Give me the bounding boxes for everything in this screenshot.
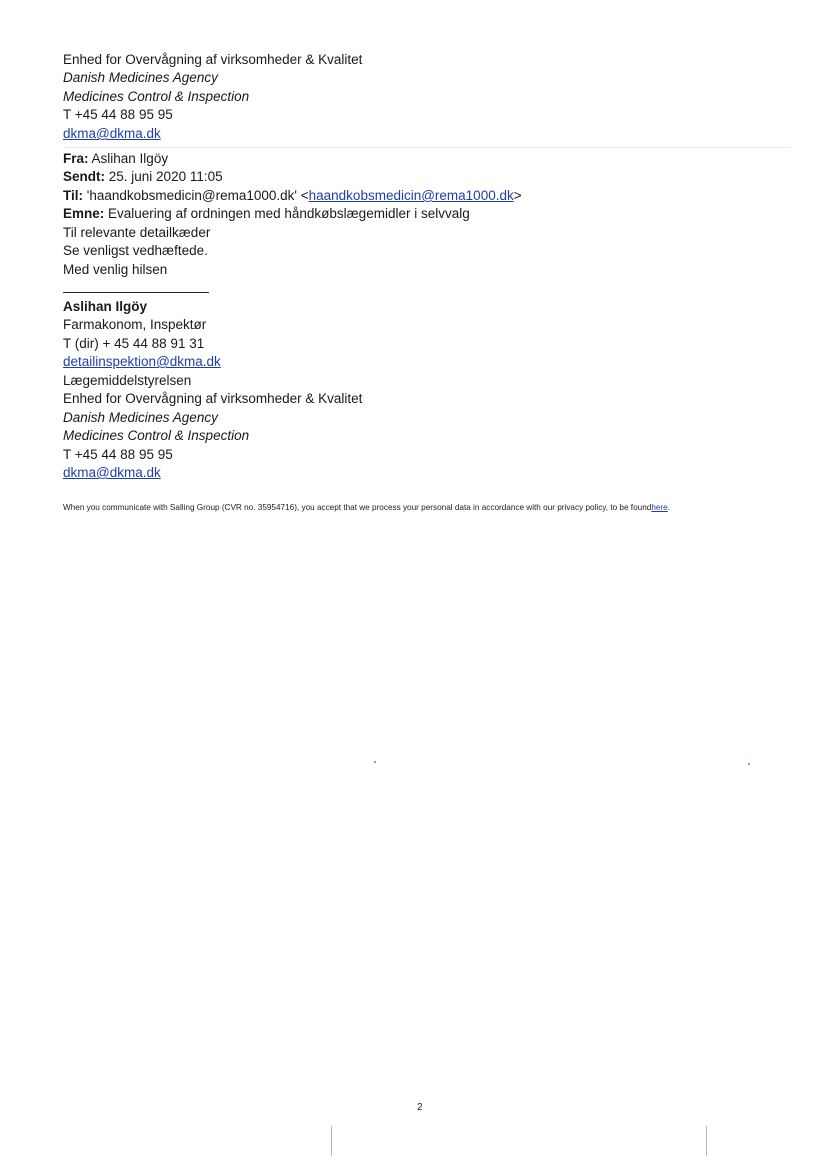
to-row (63, 187, 522, 205)
body-line-3: Med venlig hilsen (63, 262, 168, 277)
from-row (63, 150, 168, 168)
signature-email-link[interactable]: detailinspektion@dkma.dk (63, 354, 221, 369)
scan-artifact-line (706, 1126, 707, 1156)
signature-unit: Enhed for Overvågning af virksomheder & Kvalitet (63, 391, 363, 406)
signature-main-phone: T +45 44 88 95 95 (63, 447, 173, 462)
subject-value: Evaluering af ordningen med håndkøbslægemidler i selvvalg (108, 206, 470, 221)
subject-label: Emne: (63, 206, 105, 221)
body-line-1: Til relevante detailkæder (63, 225, 211, 240)
page-number: 2 (417, 1102, 423, 1113)
privacy-notice (63, 502, 670, 514)
sent-label: Sendt: (63, 169, 105, 184)
to-email-link[interactable]: haandkobsmedicin@rema1000.dk (308, 188, 514, 203)
from-label: Fra: (63, 151, 89, 166)
sent-value: 25. juni 2020 11:05 (108, 169, 223, 184)
top-signature-unit: Enhed for Overvågning af virksomheder & Kvalitet (63, 52, 363, 67)
privacy-policy-link[interactable]: here (651, 503, 668, 512)
signature-phone: T (dir) + 45 44 88 91 31 (63, 336, 205, 351)
signature-name: Aslihan Ilgöy (63, 299, 148, 314)
top-signature-division: Medicines Control & Inspection (63, 89, 250, 104)
scan-artifact-line (331, 1126, 332, 1156)
signature-divider (63, 292, 209, 293)
to-label: Til: (63, 188, 83, 203)
top-signature-phone: T +45 44 88 95 95 (63, 107, 173, 122)
top-signature-email-row (63, 125, 161, 143)
to-value: 'haandkobsmedicin@rema1000.dk' < (86, 188, 309, 203)
privacy-notice-end: . (667, 503, 670, 512)
signature-main-email-row (63, 464, 161, 482)
body-line-2: Se venligst vedhæftede. (63, 243, 208, 258)
top-signature-agency: Danish Medicines Agency (63, 70, 218, 85)
from-value: Aslihan Ilgöy (91, 151, 169, 166)
scan-speck (374, 761, 376, 763)
to-suffix: > (513, 188, 522, 203)
signature-agency: Danish Medicines Agency (63, 410, 218, 425)
privacy-notice-text: When you communicate with Salling Group (CVR no. 35954716), you accept that we process your personal data in accordance with our privacy policy, to be found (63, 503, 652, 512)
sent-row (63, 168, 223, 186)
signature-main-email-link[interactable]: dkma@dkma.dk (63, 465, 161, 480)
signature-org: Lægemiddelstyrelsen (63, 373, 192, 388)
signature-division: Medicines Control & Inspection (63, 428, 250, 443)
signature-email-row (63, 353, 221, 371)
signature-title: Farmakonom, Inspektør (63, 317, 207, 332)
header-divider (63, 147, 790, 148)
scan-speck (748, 763, 750, 765)
subject-row (63, 205, 470, 223)
top-signature-email-link[interactable]: dkma@dkma.dk (63, 126, 161, 141)
